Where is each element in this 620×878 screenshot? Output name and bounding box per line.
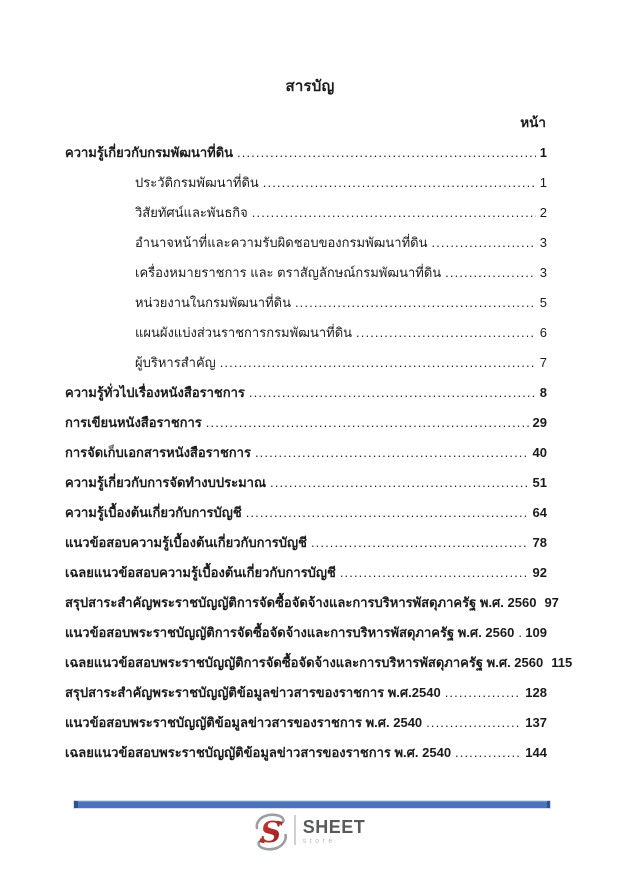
dot-leader — [220, 348, 536, 378]
toc-entry-label: แนวข้อสอบความรู้เบื้องต้นเกี่ยวกับการบัญชี — [65, 535, 307, 550]
dot-leader — [455, 738, 521, 768]
dot-leader — [246, 498, 529, 528]
toc-entry-page: 3 — [539, 235, 547, 250]
brand-subtitle: store — [302, 838, 336, 845]
s-monogram-icon — [255, 813, 287, 851]
toc-entry-page: 29 — [532, 415, 547, 430]
dot-leader — [263, 168, 536, 198]
toc-entry-label: แนวข้อสอบพระราชบัญญัติการจัดซื้อจัดจ้างและการบริหารพัสดุภาครัฐ พ.ศ. 2560 — [65, 625, 515, 640]
dot-leader — [206, 408, 529, 438]
toc-entry-page: 109 — [525, 625, 547, 640]
toc-entry-page: 128 — [525, 685, 547, 700]
dot-leader — [255, 438, 529, 468]
toc-entry-page: 144 — [525, 745, 547, 760]
toc-entry — [65, 648, 573, 678]
page-title: สารบัญ — [285, 78, 335, 95]
toc-entry-page: 2 — [539, 205, 547, 220]
dot-leader — [295, 288, 536, 318]
dot-leader — [356, 318, 536, 348]
toc-entry — [65, 678, 547, 708]
toc-entry — [65, 558, 547, 588]
toc-entry-label: เครื่องหมายราชการ และ ตราสัญลักษณ์กรมพัฒนาที่ดิน — [135, 265, 442, 280]
dot-leader — [518, 618, 521, 648]
toc-entry — [65, 138, 547, 168]
toc-entry-label: เฉลยแนวข้อสอบพระราชบัญญัติการจัดซื้อจัดจ้างและการบริหารพัสดุภาครัฐ พ.ศ. 2560 — [65, 655, 544, 670]
toc-entry — [65, 258, 547, 288]
toc-entry — [65, 528, 547, 558]
svg-text:S: S — [260, 815, 282, 849]
toc-entry-label: ความรู้เกี่ยวกับกรมพัฒนาที่ดิน — [65, 145, 234, 160]
logo-divider — [294, 815, 296, 845]
toc-entry-page: 1 — [539, 175, 547, 190]
brand-name: SHEET — [302, 817, 366, 837]
dot-leader — [445, 258, 536, 288]
toc-entry — [65, 498, 547, 528]
toc-entry-page: 6 — [539, 325, 547, 340]
toc-entry-label: แผนผังแบ่งส่วนราชการกรมพัฒนาที่ดิน — [135, 325, 353, 340]
sheet-store-logo — [0, 812, 620, 851]
footer-divider — [74, 801, 550, 808]
dot-leader — [252, 198, 536, 228]
toc-entry — [65, 228, 547, 258]
toc-entry-label: เฉลยแนวข้อสอบพระราชบัญญัติข้อมูลข่าวสารของราชการ พ.ศ. 2540 — [65, 745, 452, 760]
toc-entry — [65, 348, 547, 378]
toc-entry — [65, 708, 547, 738]
toc-entry-page: 5 — [539, 295, 547, 310]
toc-entry-label: อำนาจหน้าที่และความรับผิดชอบของกรมพัฒนาที่ดิน — [135, 235, 428, 250]
dot-leader — [311, 528, 529, 558]
toc-entry-label: ความรู้ทั่วไปเรื่องหนังสือราชการ — [65, 385, 245, 400]
dot-leader — [431, 228, 535, 258]
toc-entry — [65, 168, 547, 198]
toc-entry-page: 8 — [539, 385, 547, 400]
dot-leader — [426, 708, 521, 738]
toc-entry-page: 97 — [544, 595, 559, 610]
toc-entry-page: 64 — [532, 505, 547, 520]
toc-entry — [65, 618, 547, 648]
toc-entry-label: หน่วยงานในกรมพัฒนาที่ดิน — [135, 295, 291, 310]
toc-entry-label: เฉลยแนวข้อสอบความรู้เบื้องต้นเกี่ยวกับการบัญชี — [65, 565, 336, 580]
toc-list — [0, 138, 620, 768]
toc-entry — [65, 408, 547, 438]
toc-entry — [65, 588, 559, 618]
toc-entry — [65, 468, 547, 498]
dot-leader — [270, 468, 529, 498]
toc-entry-page: 40 — [532, 445, 547, 460]
toc-entry-page: 7 — [539, 355, 547, 370]
toc-entry-page: 115 — [551, 655, 573, 670]
toc-entry — [65, 318, 547, 348]
page-column-header: หน้า — [520, 115, 546, 130]
toc-entry — [65, 738, 547, 768]
toc-entry — [65, 288, 547, 318]
brand-text — [303, 818, 366, 845]
dot-leader — [249, 378, 536, 408]
toc-entry-label: วิสัยทัศน์และพันธกิจ — [135, 205, 248, 220]
dot-leader — [237, 138, 536, 168]
toc-entry-page: 3 — [539, 265, 547, 280]
toc-entry-page: 92 — [532, 565, 547, 580]
toc-entry-label: แนวข้อสอบพระราชบัญญัติข้อมูลข่าวสารของราชการ พ.ศ. 2540 — [65, 715, 423, 730]
toc-entry-page: 137 — [525, 715, 547, 730]
toc-entry-label: ความรู้เบื้องต้นเกี่ยวกับการบัญชี — [65, 505, 242, 520]
dot-leader — [445, 678, 522, 708]
dot-leader — [340, 558, 529, 588]
toc-entry-label: ประวัติกรมพัฒนาที่ดิน — [135, 175, 259, 190]
toc-entry-label: สรุปสาระสำคัญพระราชบัญญัติข้อมูลข่าวสารของราชการ พ.ศ.2540 — [65, 685, 441, 700]
toc-entry-page: 51 — [532, 475, 547, 490]
toc-entry-label: การจัดเก็บเอกสารหนังสือราชการ — [65, 445, 251, 460]
toc-entry-label: การเขียนหนังสือราชการ — [65, 415, 202, 430]
toc-entry-label: สรุปสาระสำคัญพระราชบัญญัติการจัดซื้อจัดจ้างและการบริหารพัสดุภาครัฐ พ.ศ. 2560 — [65, 595, 537, 610]
toc-entry-page: 1 — [539, 145, 547, 160]
toc-entry — [65, 438, 547, 468]
toc-entry — [65, 378, 547, 408]
toc-entry-page: 78 — [532, 535, 547, 550]
toc-entry-label: ผู้บริหารสำคัญ — [135, 355, 216, 370]
toc-entry-label: ความรู้เกี่ยวกับการจัดทำงบประมาณ — [65, 475, 267, 490]
toc-entry — [65, 198, 547, 228]
